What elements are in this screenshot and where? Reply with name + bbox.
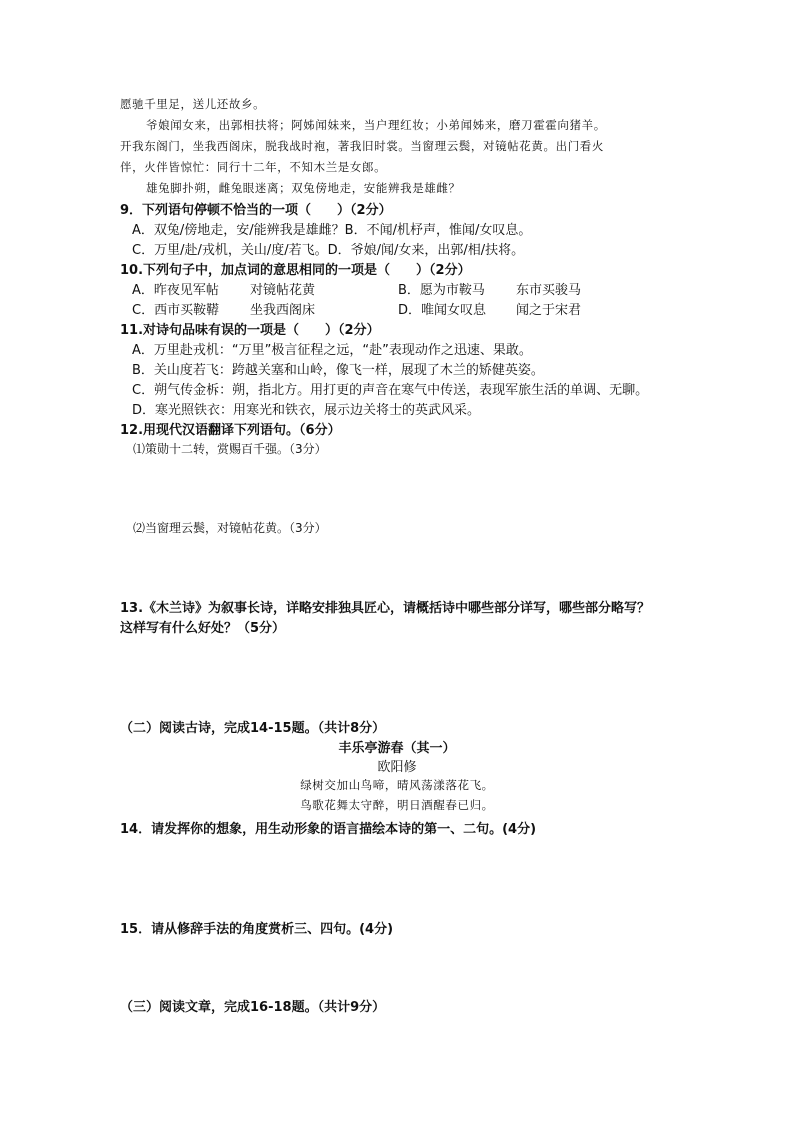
question-14-stem: 14．请发挥你的想象，用生动形象的语言描绘本诗的第一、二句。(4分) <box>120 822 537 837</box>
poem-line-4: 伴，火伴皆惊忙：同行十二年，不知木兰是女郎。 <box>120 160 387 174</box>
question-12-stem: 12.用现代汉语翻译下列语句。（6分） <box>120 423 341 438</box>
option-b-right: 东市买骏马 <box>516 283 582 298</box>
question-13-line-1: 13.《木兰诗》为叙事长诗，详略安排独具匠心，请概括诗中哪些部分详写，哪些部分略写？ <box>120 601 651 616</box>
poem-line-3: 开我东阁门，坐我西阁床，脱我战时袍，著我旧时裳。当窗理云鬓，对镜帖花黄。出门看火 <box>120 139 604 153</box>
question-10-stem: 10.下列句子中，加点词的意思相同的一项是（ ）（2分） <box>120 263 471 278</box>
poem-verse-1: 绿树交加山鸟啼，晴风荡漾落花飞。 <box>300 778 494 792</box>
option-d-right: 闻之于宋君 <box>516 303 582 318</box>
poem-line-2: 爷娘闻女来，出郭相扶将；阿姊闻妹来，当户理红妆；小弟闻姊来，磨刀霍霍向猪羊。 <box>146 118 606 132</box>
option-a-left: A．昨夜见军帖 <box>132 283 219 298</box>
option-a-right: 对镜帖花黄 <box>250 283 316 298</box>
question-10-option-b <box>398 279 582 298</box>
question-11-option-a: A．万里赴戎机：“万里”极言征程之远，“赴”表现动作之迅速、果敢。 <box>132 343 532 358</box>
section-2-heading: （二）阅读古诗，完成14-15题。（共计8分） <box>120 721 386 736</box>
option-c-left: C．西市买鞍鞯 <box>132 303 220 318</box>
question-9-stem: 9．下列语句停顿不恰当的一项（ ）（2分） <box>120 203 392 218</box>
question-11-option-b: B．关山度若飞：跨越关塞和山岭，像飞一样，展现了木兰的矫健英姿。 <box>132 363 544 378</box>
question-10-option-a <box>132 279 316 298</box>
poem-title: 丰乐亭游春（其一） <box>338 741 456 756</box>
question-10-option-d <box>398 299 582 318</box>
question-9-options-ab: A．双兔/傍地走，安/能辨我是雄雌？B．不闻/机杼声，惟闻/女叹息。 <box>132 223 532 238</box>
question-10-option-c <box>132 299 316 318</box>
poem-line-5: 雄兔脚扑朔，雌兔眼迷离；双兔傍地走，安能辨我是雄雌？ <box>146 181 461 195</box>
question-11-option-c: C．朔气传金柝：朔，指北方。用打更的声音在寒气中传送，表现军旅生活的单调、无聊。 <box>132 383 649 398</box>
option-c-right: 坐我西阁床 <box>250 303 316 318</box>
option-b-left: B．愿为市鞍马 <box>398 283 485 298</box>
question-11-stem: 11.对诗句品味有误的一项是（ ）（2分） <box>120 323 380 338</box>
question-9-options-cd: C．万里/赴/戎机，关山/度/若飞。D．爷娘/闻/女来，出郭/相/扶将。 <box>132 243 525 258</box>
poem-verse-2: 鸟歌花舞太守醉，明日酒醒春已归。 <box>300 798 494 812</box>
poem-line-1: 愿驰千里足，送儿还故乡。 <box>120 97 266 111</box>
option-d-left: D．唯闻女叹息 <box>398 303 487 318</box>
question-15-stem: 15．请从修辞手法的角度赏析三、四句。(4分) <box>120 922 394 937</box>
question-12-item-2: ⑵当窗理云鬓，对镜帖花黄。（3分） <box>133 521 327 535</box>
poem-author: 欧阳修 <box>377 760 417 775</box>
question-13-line-2: 这样写有什么好处？（5分） <box>120 621 286 636</box>
section-3-heading: （三）阅读文章，完成16-18题。（共计9分） <box>120 1000 386 1015</box>
question-11-option-d: D．寒光照铁衣：用寒光和铁衣，展示边关将士的英武风采。 <box>132 403 481 418</box>
question-12-item-1: ⑴策勋十二转，赏赐百千强。（3分） <box>133 442 327 456</box>
